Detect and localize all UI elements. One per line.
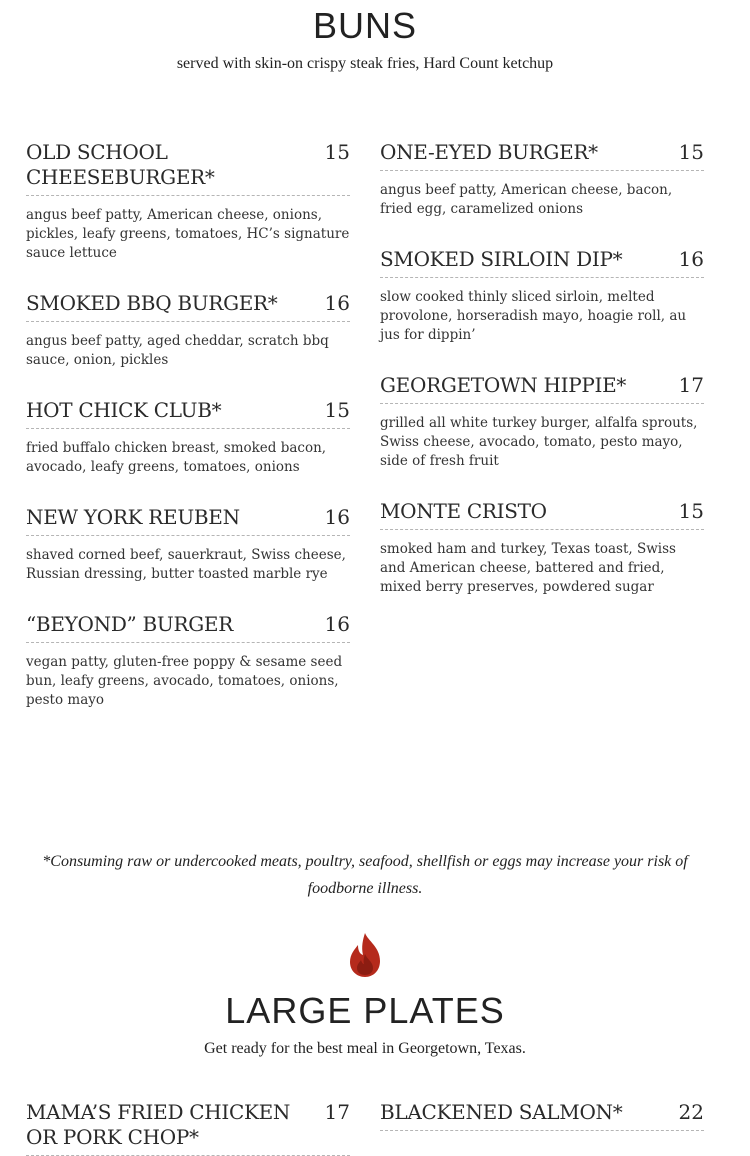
buns-left-column <box>26 140 350 710</box>
menu-item-description: smoked ham and turkey, Texas toast, Swiss and American cheese, battered and fried, mixed berry preserves, powdered sugar <box>380 541 676 595</box>
menu-item-name: MONTE CRISTO <box>380 499 547 523</box>
menu-item-name: SMOKED SIRLOIN DIP* <box>380 247 623 271</box>
menu-item <box>26 398 350 477</box>
menu-item-header <box>380 247 704 278</box>
menu-item <box>26 1100 350 1156</box>
menu-item-description: vegan patty, gluten-free poppy & sesame seed bun, leafy greens, avocado, tomatoes, onions, pesto mayo <box>26 654 343 708</box>
menu-item-name: MAMA’S FRIED CHICKEN OR PORK CHOP* <box>26 1100 291 1149</box>
menu-item <box>380 373 704 471</box>
menu-item <box>380 247 704 345</box>
flame-icon <box>346 932 384 978</box>
menu-item-description: fried buffalo chicken breast, smoked bacon, avocado, leafy greens, tomatoes, onions <box>26 440 327 475</box>
buns-right-column <box>380 140 704 597</box>
menu-item <box>26 291 350 370</box>
menu-item-name: BLACKENED SALMON* <box>380 1100 623 1124</box>
menu-item-description: angus beef patty, American cheese, bacon, fried egg, caramelized onions <box>380 182 673 217</box>
menu-item-header <box>26 140 350 196</box>
menu-item-name: “BEYOND” BURGER <box>26 612 233 636</box>
large-plates-section-title: LARGE PLATES <box>225 990 505 1031</box>
menu-item-price: 17 <box>678 373 704 397</box>
large-plates-left-column <box>26 1100 350 1156</box>
menu-item <box>380 1100 704 1131</box>
menu-item <box>26 612 350 710</box>
menu-item-description: angus beef patty, aged cheddar, scratch bbq sauce, onion, pickles <box>26 333 329 368</box>
menu-item-header <box>26 398 350 429</box>
menu-item-description: shaved corned beef, sauerkraut, Swiss cheese, Russian dressing, butter toasted marble rye <box>26 547 346 582</box>
menu-item-header <box>380 140 704 171</box>
menu-item-price: 15 <box>324 140 350 164</box>
menu-item-price: 17 <box>324 1100 350 1124</box>
menu-item-header <box>380 373 704 404</box>
menu-item-price: 15 <box>324 398 350 422</box>
large-plates-right-column <box>380 1100 704 1131</box>
menu-item-header <box>380 1100 704 1131</box>
food-safety-disclaimer: *Consuming raw or undercooked meats, poultry, seafood, shellfish or eggs may increase your risk of foodborne illness. <box>42 853 688 897</box>
menu-item-price: 16 <box>324 505 350 529</box>
menu-item-price: 16 <box>324 612 350 636</box>
buns-section-title: BUNS <box>312 5 418 46</box>
menu-item <box>380 499 704 597</box>
buns-section-subtitle: served with skin-on crispy steak fries, Hard Count ketchup <box>176 55 554 72</box>
menu-item-header <box>26 612 350 643</box>
menu-item-name: ONE-EYED BURGER* <box>380 140 598 164</box>
menu-item <box>380 140 704 219</box>
menu-item <box>26 140 350 263</box>
menu-item-name: SMOKED BBQ BURGER* <box>26 291 278 315</box>
menu-item-name: OLD SCHOOL CHEESEBURGER* <box>26 140 215 189</box>
menu-item-header <box>26 291 350 322</box>
menu-item-price: 16 <box>324 291 350 315</box>
menu-item-name: HOT CHICK CLUB* <box>26 398 222 422</box>
menu-item <box>26 505 350 584</box>
menu-item-name: GEORGETOWN HIPPIE* <box>380 373 627 397</box>
menu-item-price: 16 <box>678 247 704 271</box>
menu-item-price: 22 <box>678 1100 704 1124</box>
menu-item-price: 15 <box>678 499 704 523</box>
menu-item-name: NEW YORK REUBEN <box>26 505 240 529</box>
menu-item-header <box>26 1100 350 1156</box>
large-plates-section-subtitle: Get ready for the best meal in Georgetown, Texas. <box>204 1040 526 1057</box>
menu-item-description: grilled all white turkey burger, alfalfa sprouts, Swiss cheese, avocado, tomato, pesto mayo, side of fresh fruit <box>380 415 698 469</box>
menu-item-price: 15 <box>678 140 704 164</box>
menu-item-description: slow cooked thinly sliced sirloin, melted provolone, horseradish mayo, hoagie roll, au jus for dippin’ <box>380 289 687 343</box>
menu-item-description: angus beef patty, American cheese, onions, pickles, leafy greens, tomatoes, HC’s signature sauce lettuce <box>26 207 350 261</box>
menu-item-header <box>26 505 350 536</box>
menu-item-header <box>380 499 704 530</box>
